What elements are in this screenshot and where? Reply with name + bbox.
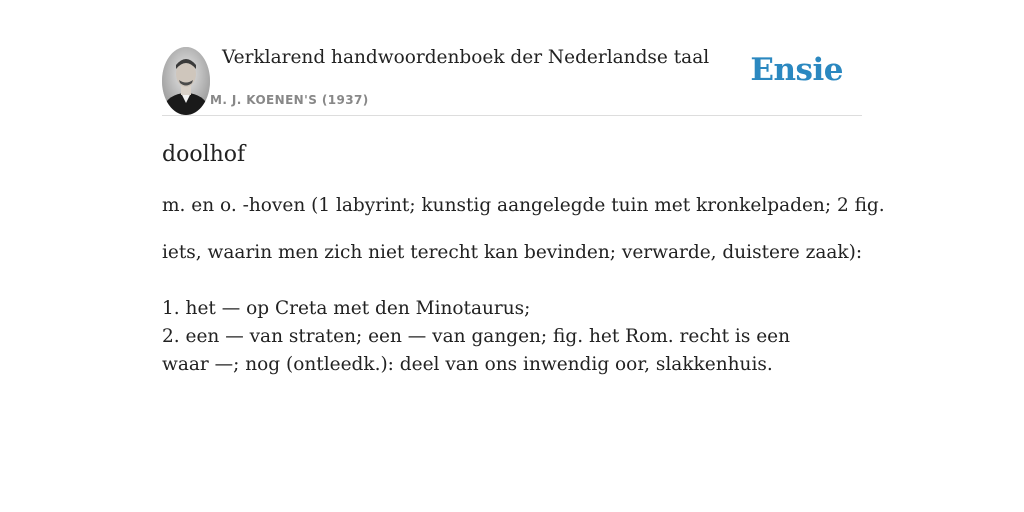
example-item: 1. het — op Creta met den Minotaurus;	[162, 298, 531, 319]
example-item: 2. een — van straten; een — van gangen; fig. het Rom. recht is een waar —; nog (ontleedk.): deel van ons inwendig oor, slakkenhuis.	[162, 326, 791, 375]
book-author: M. J. KOENEN'S (1937)	[210, 93, 369, 107]
entry-definition-line: iets, waarin men zich niet terecht kan bevinden; verwarde, duistere zaak):	[162, 242, 863, 263]
entry-headword: doolhof	[162, 142, 246, 167]
author-portrait-icon	[162, 47, 210, 115]
entry-definition-line: m. en o. -hoven (1 labyrint; kunstig aangelegde tuin met kronkelpaden; 2 fig.	[162, 195, 885, 216]
page	[162, 0, 885, 375]
book-title[interactable]: Verklarend handwoordenboek der Nederlandse taal	[222, 47, 710, 68]
dictionary-header	[162, 0, 862, 116]
entry-examples	[162, 295, 842, 379]
brand-logo-link[interactable]: Ensie	[750, 52, 843, 88]
